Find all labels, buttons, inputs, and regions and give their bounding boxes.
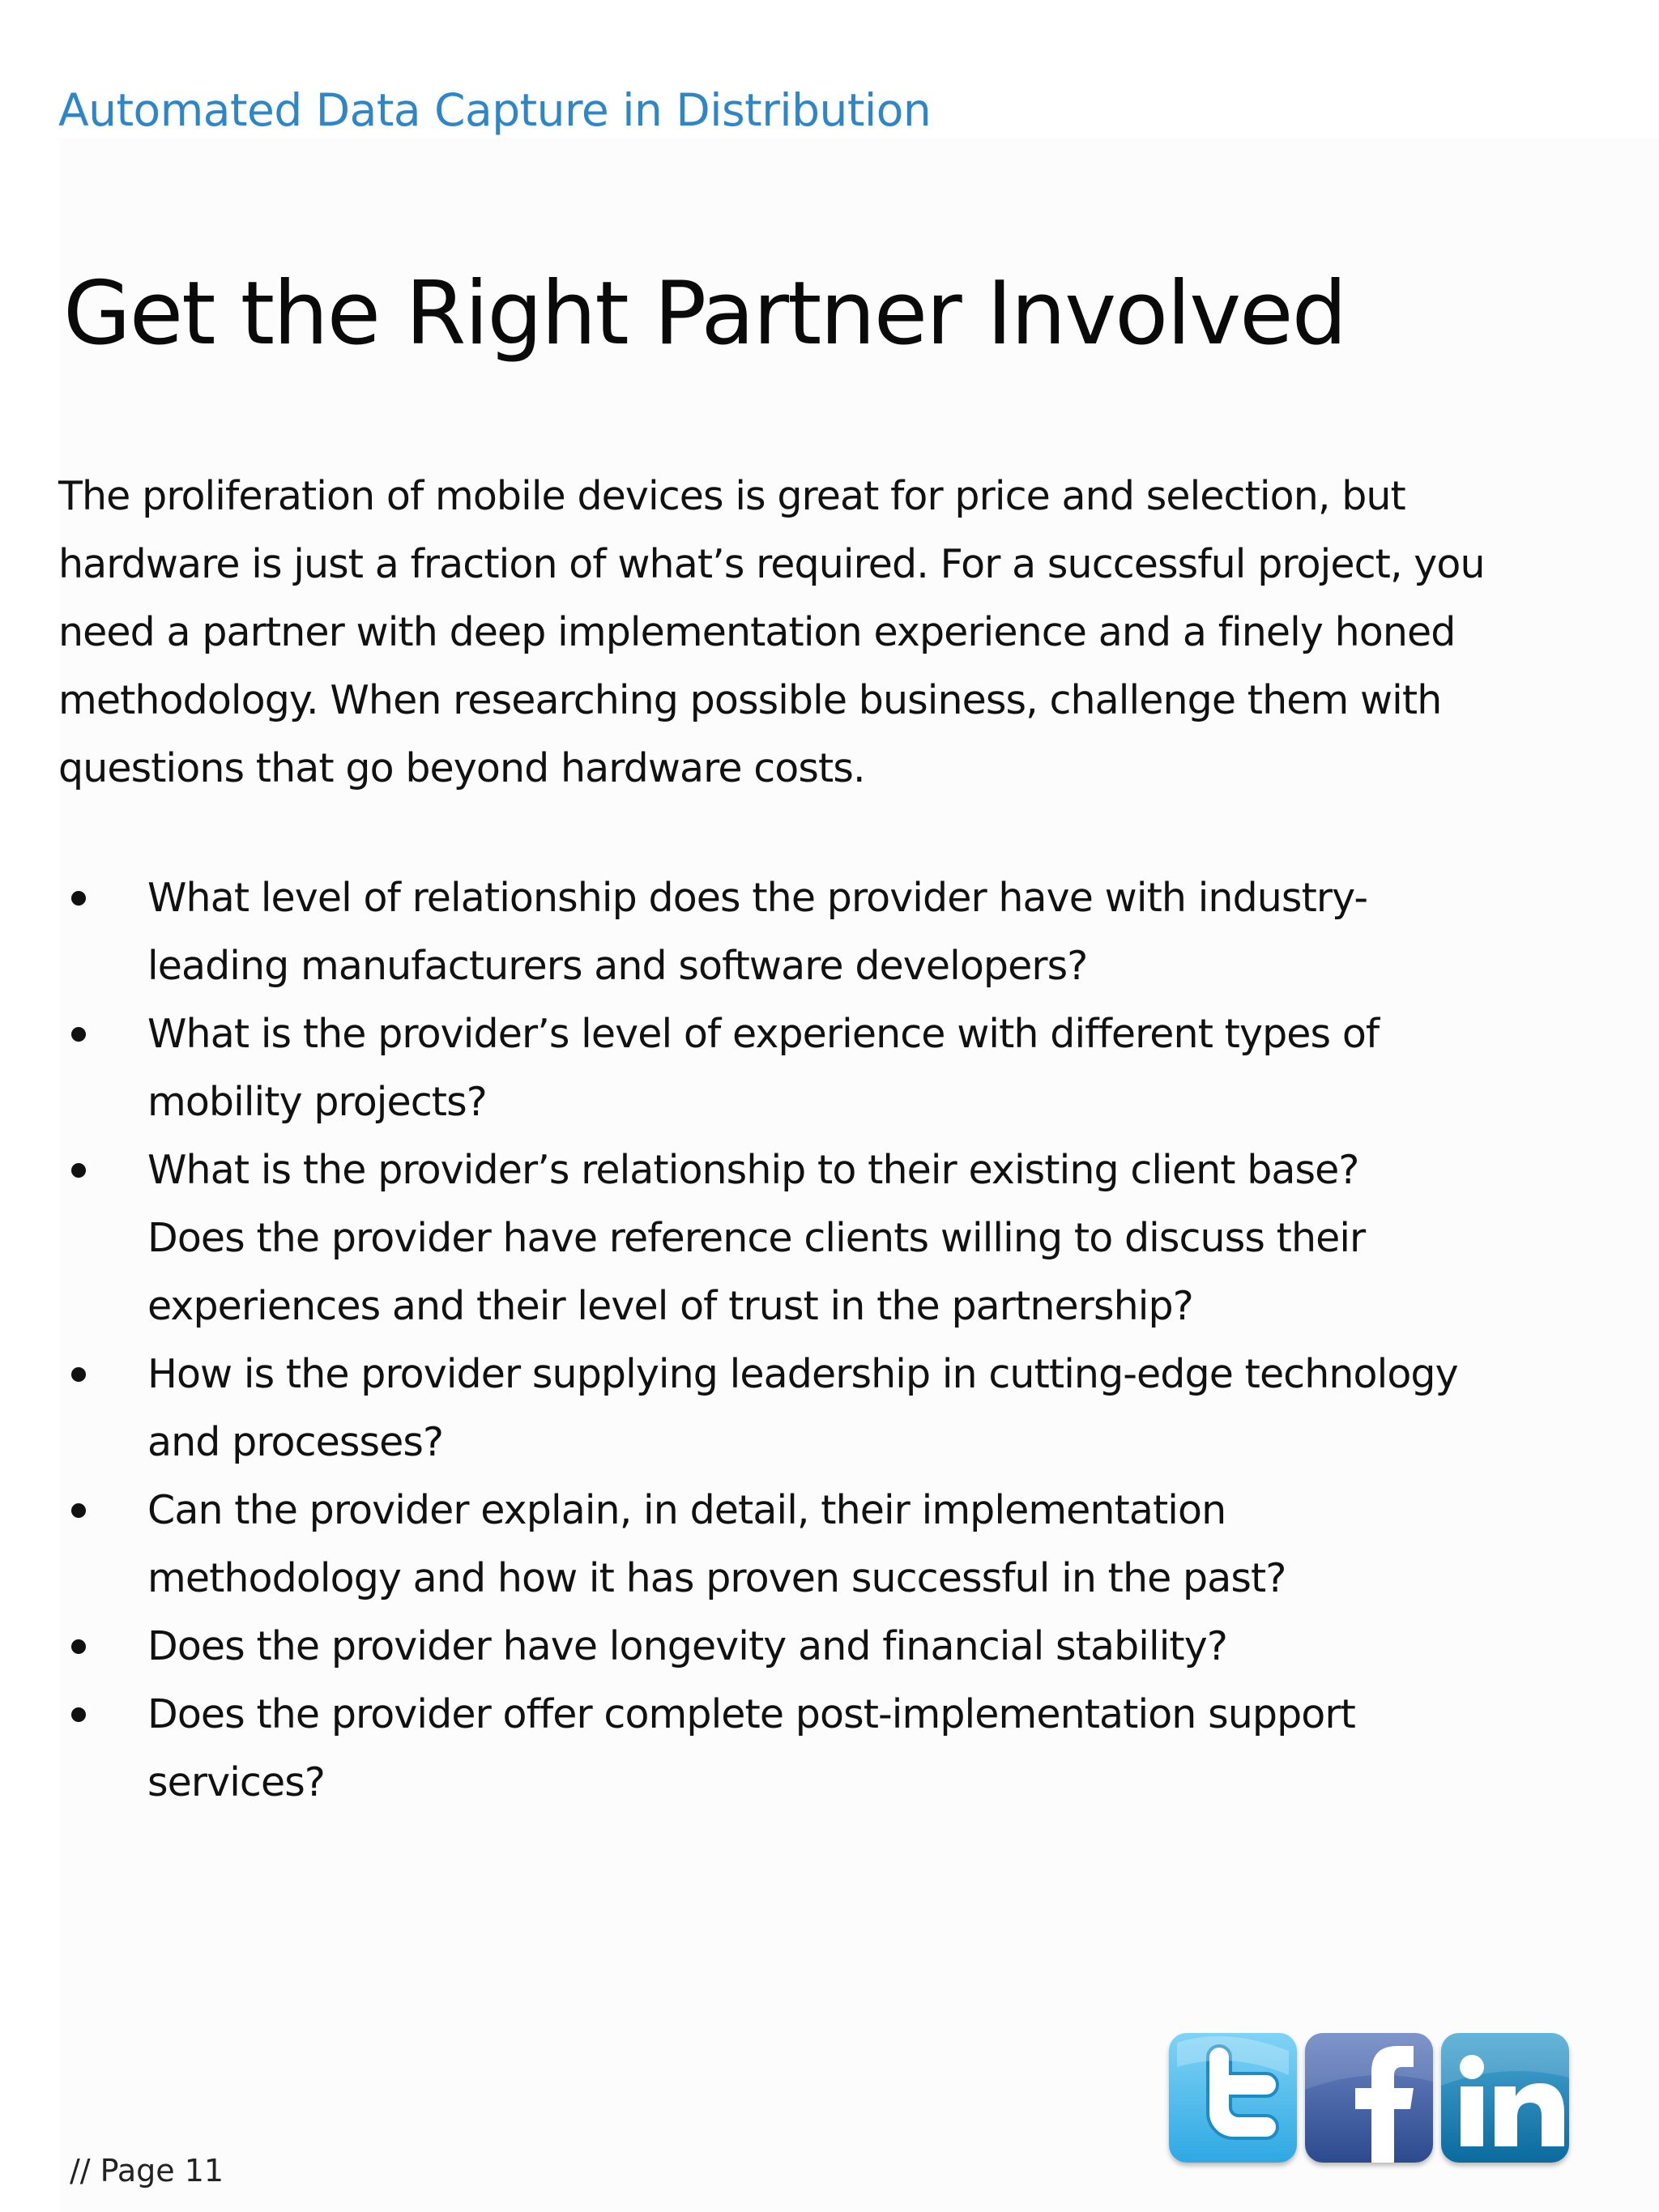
bullet-icon bbox=[71, 1163, 86, 1178]
intro-line: questions that go beyond hardware costs. bbox=[58, 745, 865, 791]
list-item bbox=[58, 1340, 1565, 1477]
linkedin-icon[interactable] bbox=[1441, 2033, 1569, 2163]
list-item-line: Does the provider offer complete post-implementation support bbox=[147, 1691, 1355, 1737]
bullet-icon bbox=[71, 1503, 86, 1518]
intro-line: need a partner with deep implementation experience and a finely honed bbox=[58, 609, 1456, 655]
list-item bbox=[58, 1613, 1565, 1681]
bullet-icon bbox=[71, 1707, 86, 1722]
page-number: // Page 11 bbox=[70, 2153, 224, 2189]
bullet-icon bbox=[71, 1367, 86, 1382]
intro-line: The proliferation of mobile devices is great for price and selection, but bbox=[58, 473, 1405, 519]
document-header-title: Automated Data Capture in Distribution bbox=[58, 84, 932, 136]
twitter-icon[interactable] bbox=[1169, 2033, 1297, 2163]
bullet-icon bbox=[71, 891, 86, 906]
list-item bbox=[58, 1136, 1565, 1340]
list-item bbox=[58, 1477, 1565, 1613]
list-item-line: Does the provider have longevity and financial stability? bbox=[147, 1623, 1227, 1669]
list-item-line: What is the provider’s level of experience with different types of bbox=[147, 1011, 1380, 1057]
page-title: Get the Right Partner Involved bbox=[63, 263, 1346, 364]
list-item bbox=[58, 1681, 1565, 1817]
list-item-line: experiences and their level of trust in the partnership? bbox=[147, 1283, 1193, 1329]
list-item-line: and processes? bbox=[147, 1419, 444, 1465]
question-list bbox=[58, 864, 1565, 1817]
list-item-line: methodology and how it has proven successful in the past? bbox=[147, 1555, 1286, 1601]
list-item-line: Does the provider have reference clients willing to discuss their bbox=[147, 1215, 1366, 1261]
list-item-line: What level of relationship does the provider have with industry- bbox=[147, 875, 1368, 921]
list-item-line: leading manufacturers and software developers? bbox=[147, 943, 1088, 989]
list-item bbox=[58, 864, 1565, 1000]
list-item-line: How is the provider supplying leadership in cutting-edge technology bbox=[147, 1351, 1458, 1397]
intro-paragraph bbox=[58, 462, 1565, 803]
facebook-icon[interactable] bbox=[1305, 2033, 1433, 2163]
list-item-line: What is the provider’s relationship to their existing client base? bbox=[147, 1147, 1359, 1193]
intro-line: methodology. When researching possible business, challenge them with bbox=[58, 677, 1442, 723]
social-links bbox=[1169, 2033, 1569, 2167]
list-item-line: Can the provider explain, in detail, their implementation bbox=[147, 1487, 1226, 1533]
list-item-line: services? bbox=[147, 1759, 325, 1805]
bullet-icon bbox=[71, 1639, 86, 1654]
intro-line: hardware is just a fraction of what’s required. For a successful project, you bbox=[58, 541, 1485, 587]
list-item bbox=[58, 1000, 1565, 1136]
bullet-icon bbox=[71, 1027, 86, 1042]
list-item-line: mobility projects? bbox=[147, 1079, 487, 1125]
